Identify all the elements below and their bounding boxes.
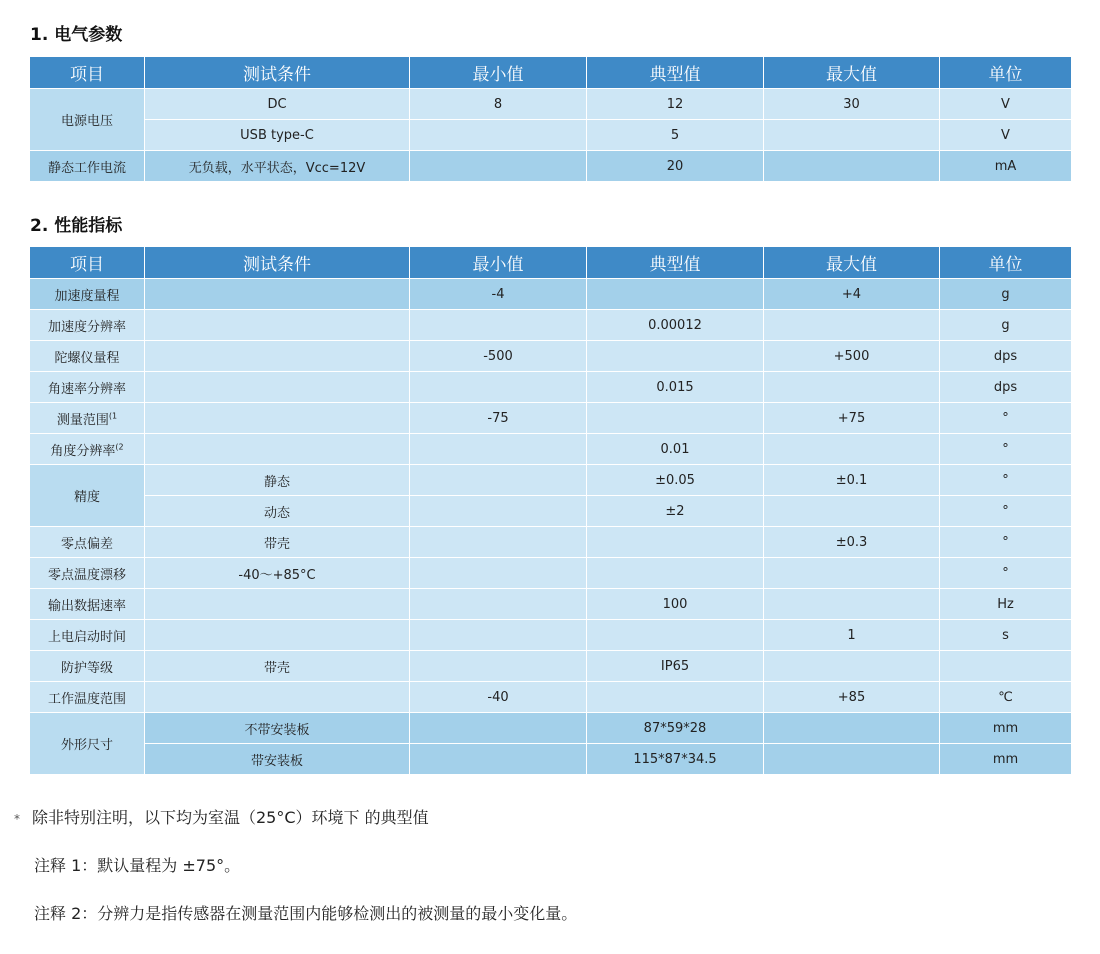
table-row	[30, 713, 1072, 744]
cell-typ: IP65	[587, 651, 764, 682]
cell-typ	[587, 403, 764, 434]
table-row	[30, 151, 1072, 182]
note-main-text: 除非特别注明，以下均为室温（25°C）环境下 的典型值	[32, 808, 429, 827]
cell-max: 1	[764, 620, 940, 651]
cell-unit: °	[940, 527, 1072, 558]
cell-item: 输出数据速率	[30, 589, 145, 620]
cell-item: 陀螺仪量程	[30, 341, 145, 372]
cell-item	[30, 434, 145, 465]
cell-typ: 0.01	[587, 434, 764, 465]
item-label: 角度分辨率	[50, 443, 116, 459]
cell-min	[410, 372, 587, 403]
cell-min	[410, 496, 587, 527]
cell-max	[764, 496, 940, 527]
cell-item: 工作温度范围	[30, 682, 145, 713]
cell-min	[410, 620, 587, 651]
cell-condition: 不带安装板	[145, 713, 410, 744]
cell-max	[764, 558, 940, 589]
cell-min: -40	[410, 682, 587, 713]
header-unit: 单位	[940, 247, 1072, 279]
cell-typ	[587, 279, 764, 310]
table-row	[30, 651, 1072, 682]
item-label: 测量范围	[56, 412, 109, 428]
cell-item: 零点温度漂移	[30, 558, 145, 589]
table-row	[30, 527, 1072, 558]
cell-condition: 带安装板	[145, 744, 410, 775]
cell-unit: g	[940, 310, 1072, 341]
cell-max: +75	[764, 403, 940, 434]
cell-condition	[145, 403, 410, 434]
cell-min	[410, 713, 587, 744]
table-row	[30, 589, 1072, 620]
cell-typ: 20	[587, 151, 764, 182]
cell-unit: °	[940, 403, 1072, 434]
header-item: 项目	[30, 247, 145, 279]
header-min: 最小值	[410, 247, 587, 279]
header-min: 最小值	[410, 57, 587, 89]
table-row	[30, 744, 1072, 775]
cell-max	[764, 651, 940, 682]
section-title-electrical: 1. 电气参数	[30, 25, 123, 45]
cell-unit: mA	[940, 151, 1072, 182]
header-unit: 单位	[940, 57, 1072, 89]
header-max: 最大值	[764, 247, 940, 279]
cell-max: +85	[764, 682, 940, 713]
cell-max	[764, 310, 940, 341]
cell-unit: dps	[940, 341, 1072, 372]
table-row	[30, 558, 1072, 589]
cell-unit: Hz	[940, 589, 1072, 620]
header-typ: 典型值	[587, 247, 764, 279]
cell-condition	[145, 434, 410, 465]
cell-max	[764, 744, 940, 775]
table-row	[30, 496, 1072, 527]
cell-max: +4	[764, 279, 940, 310]
cell-item: 上电启动时间	[30, 620, 145, 651]
cell-item: 角速率分辨率	[30, 372, 145, 403]
cell-min	[410, 465, 587, 496]
table-row	[30, 310, 1072, 341]
table-header-row	[30, 247, 1072, 279]
cell-max	[764, 713, 940, 744]
table-row	[30, 120, 1072, 151]
cell-typ: 12	[587, 89, 764, 120]
cell-unit: °	[940, 496, 1072, 527]
cell-min	[410, 310, 587, 341]
cell-unit: mm	[940, 744, 1072, 775]
cell-min: -75	[410, 403, 587, 434]
cell-item: 外形尺寸	[30, 713, 145, 775]
cell-typ: 0.00012	[587, 310, 764, 341]
asterisk-icon: *	[14, 811, 20, 826]
table-row	[30, 403, 1072, 434]
cell-condition	[145, 341, 410, 372]
cell-condition	[145, 589, 410, 620]
cell-unit: mm	[940, 713, 1072, 744]
cell-typ: ±2	[587, 496, 764, 527]
table-row	[30, 465, 1072, 496]
cell-condition	[145, 279, 410, 310]
table-row	[30, 341, 1072, 372]
cell-min	[410, 589, 587, 620]
cell-min	[410, 744, 587, 775]
cell-item: 零点偏差	[30, 527, 145, 558]
table-row	[30, 89, 1072, 120]
cell-item: 电源电压	[30, 89, 145, 151]
cell-typ	[587, 620, 764, 651]
section-title-performance: 2. 性能指标	[30, 216, 123, 236]
table-row	[30, 372, 1072, 403]
cell-condition	[145, 620, 410, 651]
cell-item: 静态工作电流	[30, 151, 145, 182]
cell-unit: V	[940, 89, 1072, 120]
note-1: 注释 1：默认量程为 ±75°。	[34, 856, 241, 875]
performance-table	[29, 246, 1072, 775]
cell-min: 8	[410, 89, 587, 120]
cell-unit	[940, 651, 1072, 682]
cell-max: +500	[764, 341, 940, 372]
cell-max	[764, 151, 940, 182]
cell-min	[410, 434, 587, 465]
cell-typ	[587, 682, 764, 713]
cell-unit: ℃	[940, 682, 1072, 713]
cell-max	[764, 120, 940, 151]
cell-typ: 5	[587, 120, 764, 151]
cell-min	[410, 651, 587, 682]
cell-item: 精度	[30, 465, 145, 527]
header-condition: 测试条件	[145, 57, 410, 89]
cell-unit: s	[940, 620, 1072, 651]
cell-typ	[587, 558, 764, 589]
note-2: 注释 2：分辨力是指传感器在测量范围内能够检测出的被测量的最小变化量。	[34, 904, 578, 923]
cell-max: 30	[764, 89, 940, 120]
cell-typ: 115*87*34.5	[587, 744, 764, 775]
note-main	[14, 803, 577, 851]
cell-max: ±0.1	[764, 465, 940, 496]
cell-typ: 87*59*28	[587, 713, 764, 744]
table-row	[30, 682, 1072, 713]
cell-condition: 带壳	[145, 651, 410, 682]
cell-condition: 无负载，水平状态，Vcc=12V	[145, 151, 410, 182]
cell-unit: °	[940, 434, 1072, 465]
table-row	[30, 620, 1072, 651]
header-typ: 典型值	[587, 57, 764, 89]
header-item: 项目	[30, 57, 145, 89]
cell-typ: 100	[587, 589, 764, 620]
cell-condition: -40～+85°C	[145, 558, 410, 589]
cell-condition	[145, 372, 410, 403]
cell-condition	[145, 682, 410, 713]
table-header-row	[30, 57, 1072, 89]
cell-min	[410, 151, 587, 182]
cell-condition: 带壳	[145, 527, 410, 558]
cell-unit: g	[940, 279, 1072, 310]
cell-max: ±0.3	[764, 527, 940, 558]
table-row	[30, 434, 1072, 465]
cell-min: -4	[410, 279, 587, 310]
cell-condition: DC	[145, 89, 410, 120]
cell-condition: 动态	[145, 496, 410, 527]
table-row	[30, 279, 1072, 310]
cell-unit: dps	[940, 372, 1072, 403]
cell-typ	[587, 341, 764, 372]
electrical-params-table	[29, 56, 1072, 182]
cell-condition	[145, 310, 410, 341]
cell-condition: 静态	[145, 465, 410, 496]
cell-min: -500	[410, 341, 587, 372]
cell-condition: USB type-C	[145, 120, 410, 151]
cell-unit: V	[940, 120, 1072, 151]
cell-item	[30, 403, 145, 434]
notes-section	[14, 803, 577, 947]
cell-max	[764, 434, 940, 465]
cell-typ: 0.015	[587, 372, 764, 403]
cell-max	[764, 589, 940, 620]
header-max: 最大值	[764, 57, 940, 89]
cell-unit: °	[940, 465, 1072, 496]
cell-min	[410, 558, 587, 589]
header-condition: 测试条件	[145, 247, 410, 279]
footnote-ref: (1	[108, 411, 118, 421]
cell-item: 防护等级	[30, 651, 145, 682]
cell-min	[410, 527, 587, 558]
cell-unit: °	[940, 558, 1072, 589]
cell-min	[410, 120, 587, 151]
cell-item: 加速度量程	[30, 279, 145, 310]
cell-typ: ±0.05	[587, 465, 764, 496]
footnote-ref: (2	[115, 442, 124, 452]
cell-typ	[587, 527, 764, 558]
cell-item: 加速度分辨率	[30, 310, 145, 341]
cell-max	[764, 372, 940, 403]
